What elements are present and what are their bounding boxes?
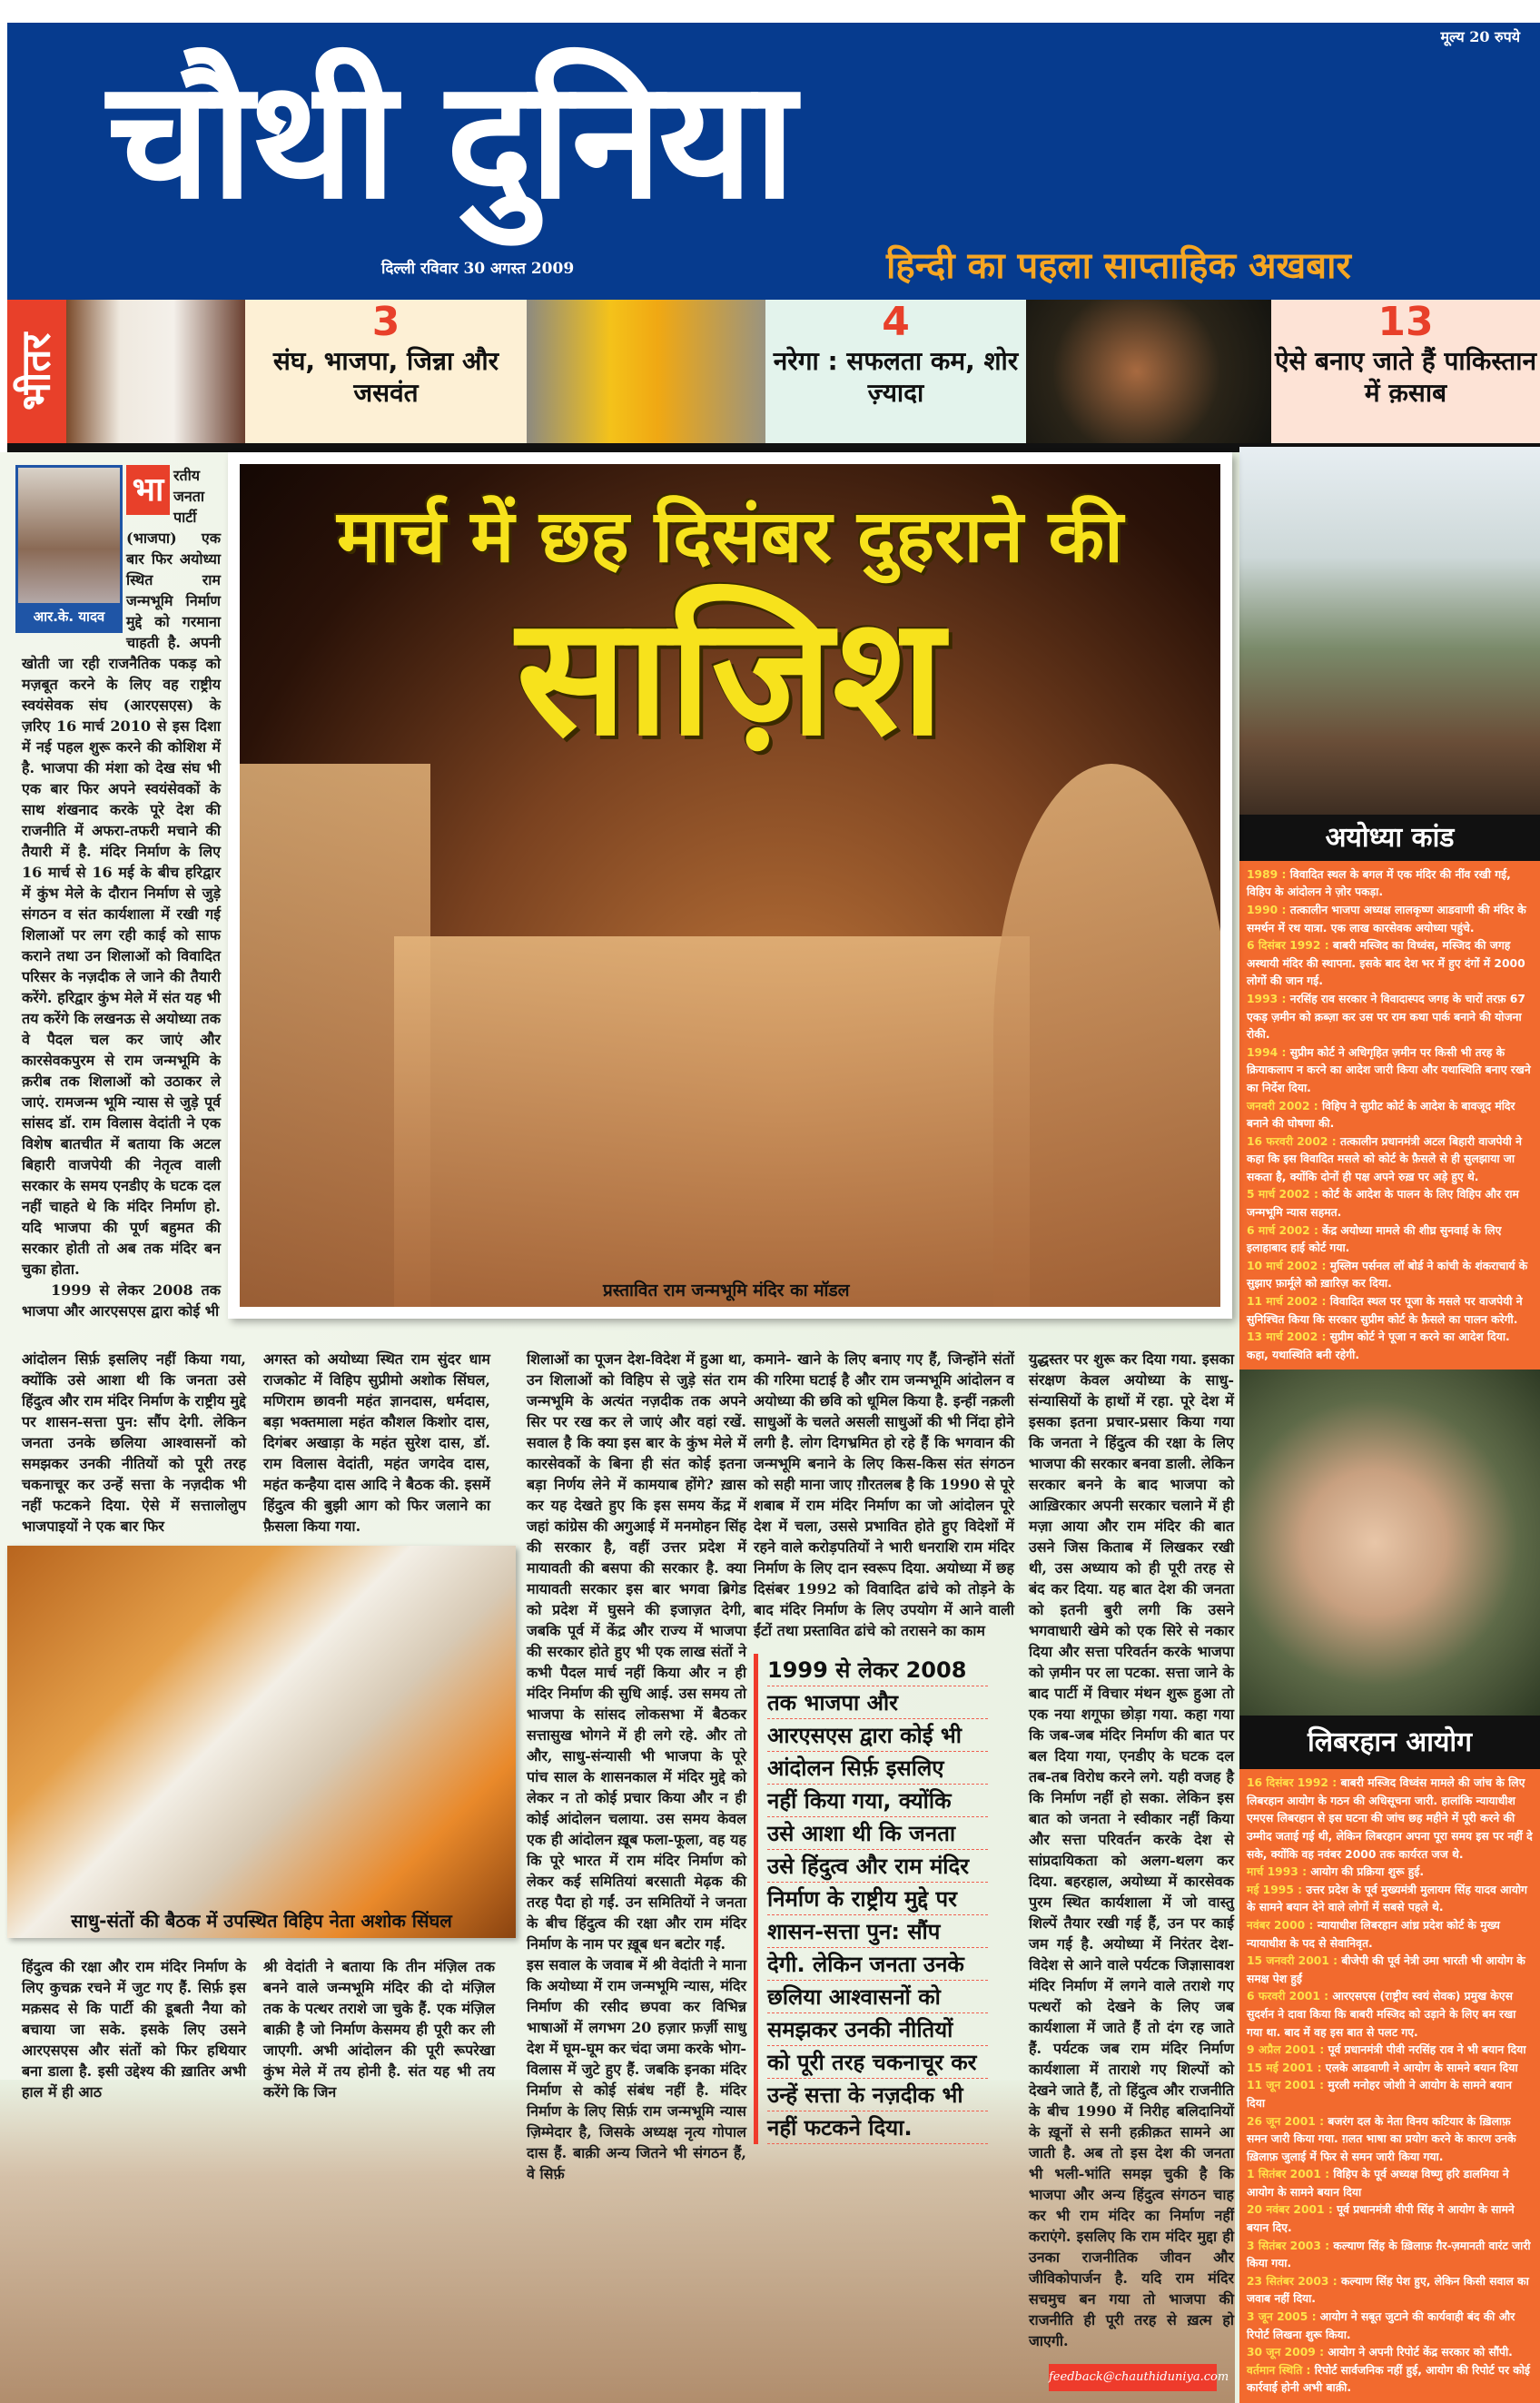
headline-line-2: साज़िश (516, 582, 944, 772)
timeline-entry (1247, 2201, 1533, 2237)
timeline-entry (1247, 1222, 1533, 1258)
pull-quote-line: को पूरी तरह चकनाचूर कर (767, 2046, 988, 2079)
timeline-entry (1247, 1098, 1533, 1133)
timeline-entry (1247, 866, 1533, 902)
timeline-text: तत्कालीन प्रधानमंत्री अटल बिहारी वाजपेयी ने कहा कि इस विवादित मसले को कोर्ट के फ़ैसले से ही सुलझाया जा सकता है, क्योंकि दोनों ही पक्ष अपने रुख़ पर अड़े हुए थे. (1247, 1134, 1522, 1183)
tagline: हिन्दी का पहला साप्ताहिक अखबार (886, 245, 1351, 287)
column-3-paragraph: शिलाओं का पूजन देश-विदेश में हुआ था, उन शिलाओं को विहिप से जुड़े संत राम जन्मभूमि के अत्यंत नज़दीक तक अपने सिर पर रख कर ले जाएं और वहां रखें. सवाल है कि क्या इस बार के कुंभ मेले में कारसेवकों के बिना ही संत कोई इतना बड़ा निर्णय लेने में कामयाब होंगे? ख़ास कर यह देखते हुए कि इस समय केंद्र में जहां कांग्रेस की अगुआई में मनमोहन सिंह की सरकार है, वहीं उत्तर प्रदेश में मायावती की बसपा की सरकार है. क्या मायावती सरकार इस बार भगवा ब्रिगेड को प्रदेश में घुसने की इजाज़त देगी, जबकि पूर्व में केंद्र और राज्य में भाजपा की सरकार होते हुए भी एक लाख संतों ने कभी पैदल मार्च नहीं किया और न ही मंदिर निर्माण की सुधि आई. उस समय तो भाजपा के सांसद लोकसभा में बैठकर सत्तासुख भोगने में ही लगे रहे. और तो और, साधु-संन्यासी भी भाजपा के पूरे पांच साल के शासनकाल में मंदिर मुद्दे को लेकर न तो कोई प्रचार किया और न ही कोई आंदोलन चलाया. उस समय केवल एक ही आंदोलन ख़ूब फला-फूला, वह यह कि पूरे भारत में राम मंदिर निर्माण को लेकर कई समितियां बरसाती मेढ़क की तरह पैदा हो गईं. उन समितियों ने जनता के बीच हिंदुत्व की रक्षा और राम मंदिर निर्माण के नाम पर ख़ूब धन बटोर गईं. (527, 1350, 746, 1953)
timeline-text: आयोग ने अपनी रिपोर्ट केंद्र सरकार को सौंपी. (1328, 2346, 1513, 2359)
page-number: 13 (1377, 299, 1434, 345)
photo-caption: साधु-संतों की बैठक में उपस्थित विहिप नेता अशोक सिंघल (71, 1910, 452, 1932)
timeline-text: विहिप ने सुप्रीट कोर्ट के आदेश के बावजूद मंदिर बनाने की घोषणा की. (1247, 1099, 1515, 1131)
column-3-paragraph: इस सवाल के जवाब में श्री वेदांती ने माना कि अयोध्या में राम जन्मभूमि न्यास, मंदिर निर्माण की रसीद छपवा कर विभिन्न भाषाओं में लगभग 20 हज़ार फ़र्ज़ी साधु देश में घूम-घूम कर चंदा जमा करके भोग-विलास में जुटे हुए हैं. जबकि इनका मंदिर निर्माण से कोई संबंध नहीं है. मंदिर निर्माण के लिए सिर्फ़ राम जन्मभूमि न्यास ज़िम्मेदार है, जिसके अध्यक्ष नृत्य गोपाल दास हैं. बाक़ी अन्य जितने भी संगठन हैं, वे सिर्फ़ (527, 1956, 747, 2182)
photo-saints-meeting (7, 1546, 516, 1938)
right-sidebar (1239, 447, 1540, 2403)
pull-quote-line: 1999 से लेकर 2008 (767, 1654, 988, 1686)
teaser-photo-leaders (66, 300, 245, 443)
temple-shape (394, 936, 1030, 1307)
pull-quote (754, 1654, 988, 2144)
timeline-text: मुरली मनोहर जोशी ने आयोग के सामने बयान दिया (1247, 2079, 1512, 2110)
photo-caption: प्रस्तावित राम जन्मभूमि मंदिर का मॉडल (603, 1281, 850, 1300)
pull-quote-line: उसे आशा थी कि जनता (767, 1817, 988, 1850)
liberhan-timeline (1239, 1769, 1540, 2403)
teaser-page-13[interactable] (1271, 300, 1540, 443)
feedback-email[interactable]: feedback@chauthiduniya.com (1049, 2364, 1217, 2391)
bottom-column-1: हिंदुत्व की रक्षा और राम मंदिर निर्माण के लिए कुचक्र रचने में जुट गए हैं. सिर्फ़ इस मक़सद से कि पार्टी की डूबती नैया को बचाया जा सके. इसके लिए उसने आरएसएस और संतों को फिर हथियार बना डाला है. इसी उद्देश्य की ख़ातिर अभी हाल में ही आठ (22, 1958, 246, 2101)
timeline-text: कोर्ट के आदेश के पालन के लिए विहिप और राम जन्मभूमि न्यास सहमत. (1247, 1188, 1519, 1220)
lead-column (22, 465, 228, 1321)
pull-quote-line: तक भाजपा और (767, 1686, 988, 1719)
price: मूल्य 20 रुपये (1440, 28, 1520, 45)
inside-teaser-strip (7, 300, 1540, 443)
sidebar-heading-liberhan: लिबरहान आयोग (1239, 1716, 1540, 1769)
timeline-date: 11 जून 2001 : (1247, 2079, 1325, 2092)
timeline-date: 1989 : (1247, 867, 1287, 881)
timeline-entry (1247, 2362, 1533, 2398)
author-name: आर.के. यादव (18, 603, 120, 630)
teaser-headline: नरेगा : सफलता कम, शोर ज़्यादा (773, 346, 1019, 408)
timeline-entry (1247, 1186, 1533, 1221)
timeline-text: बीजेपी की पूर्व नेत्री उमा भारती भी आयोग के समक्ष पेश हुईं (1247, 1954, 1525, 1985)
timeline-date: नवंबर 2000 : (1247, 1918, 1314, 1932)
column-2: अगस्त को अयोध्या स्थित राम सुंदर धाम राजकोट में विहिप सुप्रीमो अशोक सिंघल, मणिराम छावनी महंत ज्ञानदास, धर्मदास, बड़ा भक्तमाला महंत कौशल किशोर दास, दिगंबर अखाड़ा के महंत सुरेश दास, डॉ. राम विलास वेदांती, महंत जगदेव दास, महंत कन्हैया दास आदि ने बैठक की. इसमें हिंदुत्व की बुझी आग को फिर जलाने का फ़ैसला किया गया. (263, 1350, 490, 1535)
timeline-entry (1247, 1775, 1533, 1864)
timeline-date: 9 अप्रैल 2001 : (1247, 2043, 1325, 2057)
timeline-date: मार्च 1993 : (1247, 1865, 1308, 1879)
ayodhya-timeline (1239, 861, 1540, 1370)
pull-quote-line: आरएसएस द्वारा कोई भी (767, 1719, 988, 1752)
teaser-photo-kasab (1026, 300, 1271, 443)
timeline-text: केंद्र अयोध्या मामले की शीघ्र सुनवाई के लिए इलाहाबाद हाई कोर्ट गया. (1247, 1223, 1502, 1255)
teaser-page-3[interactable] (245, 300, 527, 443)
photo-advani (1239, 1370, 1540, 1716)
timeline-date: 1993 : (1247, 992, 1287, 1005)
inside-label: भीतर (7, 300, 66, 443)
timeline-entry (1247, 2238, 1533, 2273)
pull-quote-line: देगी. लेकिन जनता उनके (767, 1948, 988, 1981)
timeline-text: रिपोर्ट सार्वजनिक नहीं हुई, आयोग की रिपोर्ट पर कोई कार्रवाई होनी अभी बाक़ी. (1247, 2363, 1530, 2395)
timeline-entry (1247, 1258, 1533, 1293)
timeline-text: एलके आडवाणी ने आयोग के सामने बयान दिया (1325, 2061, 1518, 2074)
timeline-date: 15 मई 2001 : (1247, 2061, 1322, 2074)
timeline-text: मुस्लिम पर्सनल लॉ बोर्ड ने कांची के शंकराचार्य के सुझाए फ़ार्मूले को ख़ारिज़ कर दिया. (1247, 1259, 1528, 1290)
masthead (7, 23, 1540, 300)
timeline-date: 16 फरवरी 2002 : (1247, 1134, 1337, 1148)
timeline-date: 11 मार्च 2002 : (1247, 1295, 1327, 1309)
headline-line-1: मार्च में छह दिसंबर दुहराने की (337, 494, 1123, 578)
timeline-entry (1247, 991, 1533, 1044)
timeline-date: 10 मार्च 2002 : (1247, 1259, 1327, 1272)
pull-quote-line: उसे हिंदुत्व और राम मंदिर (767, 1850, 988, 1883)
timeline-text: विहिप के पूर्व अध्यक्ष विष्णु हरि डालमिया ने आयोग के सामने बयान दिया (1247, 2168, 1509, 2199)
timeline-date: 6 फरवरी 2001 : (1247, 1990, 1329, 2003)
timeline-text: विवादित स्थल पर पूजा के मसले पर वाजपेयी ने सुनिश्चित किया कि सरकार सुप्रीम कोर्ट के फ़ैसले का पालन करेगी. (1247, 1295, 1523, 1326)
timeline-text: तत्कालीन भाजपा अध्यक्ष लालकृष्ण आडवाणी की मंदिर के समर्थन में रथ यात्रा. एक लाख कारसेवक अयोध्या पहुंचे. (1247, 903, 1526, 934)
timeline-entry (1247, 2113, 1533, 2167)
pull-quote-line: छलिया आश्वासनों को (767, 1981, 988, 2013)
timeline-entry (1247, 937, 1533, 991)
pull-quote-line: निर्माण के राष्ट्रीय मुद्दे पर (767, 1883, 988, 1915)
newspaper-logo: चौथी दुनिया (107, 45, 793, 235)
story-content (0, 452, 1239, 2391)
pull-quote-line: समझकर उनकी नीतियों (767, 2013, 988, 2046)
pull-quote-line: उन्हें सत्ता के नज़दीक भी (767, 2079, 988, 2111)
column-3 (527, 1349, 746, 2184)
column-4: कमाने- खाने के लिए बनाए गए हैं, जिन्होंने संतों की गरिमा घटाई है और राम जन्मभूमि आंदोलन व अयोध्या की छवि को धूमिल किया है. इन्हीं नक़ली साधुओं के चलते असली साधुओं की भी निंदा होने लगी है. लोग दिगभ्रमित हो रहे हैं कि भगवान की जन्मभूमि बनाने के लिए किस-किस संत संगठन को सही माना जाए ग़ौरतलब है कि 1990 से पूरे शबाब में राम मंदिर निर्माण का जो आंदोलन पूरे देश में चला, उससे प्रभावित होते हुए विदेशों में रहने वाले करोड़पतियों ने भारी धनराशि राम मंदिर निर्माण के लिए दान स्वरूप दिया. अयोध्या में छह दिसंबर 1992 को विवादित ढांचे को तोड़ने के बाद मंदिर निर्माण के लिए उपयोग में आने वाली ईंटों तथा प्रस्तावित ढांचे को तरासने का काम (754, 1350, 1014, 1639)
timeline-text: कल्याण सिंह पेश हुए, लेकिन किसी सवाल का जवाब नहीं दिया. (1247, 2274, 1529, 2306)
timeline-entry (1247, 1953, 1533, 1988)
timeline-text: सुप्रीम कोर्ट ने पूजा न करने का आदेश दिया. कहा, यथास्थिति बनी रहेगी. (1247, 1330, 1510, 1361)
timeline-date: 16 दिसंबर 1992 : (1247, 1776, 1338, 1790)
timeline-entry (1247, 2344, 1533, 2362)
column-1: आंदोलन सिर्फ़ इसलिए नहीं किया गया, क्योंकि उसे आशा थी कि जनता उसे हिंदुत्व और राम मंदिर निर्माण के राष्ट्रीय मुद्दे पर शासन-सत्ता पुन: सौंप देगी. लेकिन जनता उनके छलिया आश्वासनों को समझकर उनकी नीतियों को पूरी तरह चकनाचूर कर उन्हें सत्ता के नज़दीक भी नहीं फटकने दिया. ऐसे में सत्तालोलुप भाजपाइयों ने एक बार फिर (22, 1350, 246, 1535)
drop-cap: भा (126, 465, 170, 515)
timeline-text: आयोग की प्रक्रिया शुरू हुई. (1310, 1865, 1425, 1879)
timeline-date: 6 मार्च 2002 : (1247, 1223, 1318, 1237)
timeline-entry (1247, 1133, 1533, 1187)
sidebar-heading-ayodhya: अयोध्या कांड (1239, 815, 1540, 861)
teaser-page-4[interactable] (765, 300, 1026, 443)
timeline-text: बाबरी मस्जिद का विध्वंस, मस्जिद की जगह अस्थायी मंदिर की स्थापना. इसके बाद देश भर में हुए दंगों में 2000 लोगों की जान गई. (1247, 939, 1525, 988)
timeline-date: 15 जनवरी 2001 : (1247, 1954, 1338, 1968)
timeline-text: आयोग ने सबूत जुटाने की कार्यवाही बंद की और रिपोर्ट लिखना शुरू किया. (1247, 2310, 1515, 2341)
temple-shape (993, 764, 1220, 1307)
teaser-headline: ऐसे बनाए जाते हैं पाकिस्तान में क़साब (1274, 346, 1537, 408)
timeline-date: 13 मार्च 2002 : (1247, 1330, 1327, 1344)
bottom-column-2: श्री वेदांती ने बताया कि तीन मंज़िल तक बनने वाले जन्मभूमि मंदिर की दो मंज़िल तक के पत्थर तराशे जा चुके हैं. एक मंज़िल बाक़ी है जो निर्माण केसमय ही पूरी कर ली जाएगी. अभी आंदोलन की पूरी रूपरेखा कुंभ मेले में तय होनी है. संत यह भी तय करेंगे कि जिन (263, 1958, 495, 2101)
timeline-date: 20 नवंबर 2001 : (1247, 2203, 1333, 2217)
timeline-date: 3 सितंबर 2003 : (1247, 2239, 1330, 2252)
lead-paragraph-2: 1999 से लेकर 2008 तक भाजपा और आरएसएस द्वारा कोई भी (22, 1281, 221, 1320)
timeline-date: 26 जून 2001 : (1247, 2114, 1325, 2128)
timeline-text: बाबरी मस्जिद विध्वंस मामले की जांच के लिए लिबरहान आयोग के गठन की अधिसूचना जारी. हालांकि न्यायाधीश एमएस लिबरहान से इस घटना की जांच छह महीने में पूरी करने की उम्मीद जताई गई थी, लेकिन लिबरहान अपना पूरा समय इस पर नहीं दे सके, क्योंकि वह नवंबर 2000 तक कार्यरत जज थे. (1247, 1776, 1533, 1861)
timeline-date: वर्तमान स्थिति : (1247, 2363, 1311, 2377)
teaser-headline: संघ, भाजपा, जिन्ना और जसवंत (272, 346, 499, 408)
pull-quote-line: नहीं फटकने दिया. (767, 2111, 988, 2144)
photo-babri-demolition (1239, 447, 1540, 815)
timeline-entry (1247, 902, 1533, 937)
pull-quote-line: आंदोलन सिर्फ़ इसलिए (767, 1752, 988, 1785)
pull-quote-line: नहीं किया गया, क्योंकि (767, 1785, 988, 1817)
timeline-text: आरएसएस (राष्ट्रीय स्वयं सेवक) प्रमुख केएस सुदर्शन ने दावा किया कि बाबरी मस्जिद को उड़ाने के लिए बम रखा गया था. बाद में वह इस बात से पलट गए. (1247, 1990, 1516, 2039)
teaser-photo-woman (527, 300, 765, 443)
timeline-date: 3 जून 2005 : (1247, 2310, 1317, 2324)
timeline-date: जनवरी 2002 : (1247, 1099, 1318, 1112)
timeline-entry (1247, 1293, 1533, 1329)
dateline: दिल्ली रविवार 30 अगस्त 2009 (381, 260, 575, 278)
timeline-entry (1247, 2077, 1533, 2112)
timeline-text: न्यायाधीश लिबरहान आंध्र प्रदेश कोर्ट के मुख्य न्यायाधीश के पद से सेवानिवृत. (1247, 1918, 1500, 1950)
timeline-entry (1247, 2166, 1533, 2201)
timeline-text: नरसिंह राव सरकार ने विवादास्पद जगह के चारों तरफ़ 67 एकड़ ज़मीन को क़ब्ज़ा कर उस पर राम कथा पार्क बनाने की योजना रोकी. (1247, 992, 1525, 1042)
timeline-entry (1247, 1329, 1533, 1364)
timeline-text: बजरंग दल के नेता विनय कटियार के ख़िलाफ़ समन जारी किया गया. ग़लत भाषा का प्रयोग करने के कारण उनके ख़िलाफ़ जुलाई में फिर से समन जारी किया गया. (1247, 2114, 1516, 2163)
pull-quote-line: शासन-सत्ता पुन: सौंप (767, 1915, 988, 1948)
timeline-entry (1247, 2060, 1533, 2078)
column-5: युद्धस्तर पर शुरू कर दिया गया. इसका संरक्षण केवल अयोध्या के साधु-संन्यासियों के हाथों में रहा. पूरे देश में इसका इतना प्रचार-प्रसार किया गया कि जनता ने हिंदुत्व की रक्षा के लिए भाजपा की सरकार बनवा डाली. लेकिन सरकार बनने के बाद भाजपा को आख़िरकार अपनी सरकार चलाने में ही मज़ा आया और राम मंदिर की बात उसने जिस किताब में लिखकर रखी थी, उस अध्याय को ही पूरी तरह से बंद कर दिया. यह बात देश की जनता को इतनी बुरी लगी कि उसने भगवाधारी खेमे को एक सिरे से नकार दिया और सत्ता परिवर्तन करके भाजपा को ज़मीन पर ला पटका. सत्ता जाने के बाद पार्टी में विचार मंथन शुरू हुआ तो एक नया शगूफा छोड़ा गया. कहा गया कि जब-जब मंदिर निर्माण की बात पर बल दिया गया, एनडीए के घटक दल तब-तब विरोध करने लगे. यही वजह है कि निर्माण नहीं हो सका. लेकिन इस बात को जनता ने स्वीकार नहीं किया और सत्ता परिवर्तन करके देश से सांप्रदायिकता को अलग-थलग कर दिया. बहरहाल, अयोध्या में कारसेवक पुरम स्थित कार्यशाला में जो वास्तु शिल्पें तैयार रखी गई हैं, उन पर काई जम गई है. अयोध्या में निरंतर देश-विदेश से आने वाले पर्यटक जिज्ञासावश मंदिर निर्माण में लगने वाले तराशे गए पत्थरों को देखने के लिए जब कार्यशाला में जाते हैं तो दंग रह जाते हैं. पर्यटक जब राम मंदिर निर्माण कार्यशाला में ताराशे गए शिल्पों को देखने जाते हैं, तो हिंदुत्व और राजनीति के बीच 1990 में निरीह बलिदानियों के ख़ूनों से सनी हक़ीक़त सामने आ जाती है. अब तो इस देश की जनता भी भली-भांति समझ चुकी है कि भाजपा और अन्य हिंदुत्व संगठन चाह कर भी राम मंदिर का निर्माण नहीं कराएंगे. इसलिए कि राम मंदिर मुद्दा ही उनका राजनीतिक जीवन और जीविकोपार्जन है. यदि राम मंदिर सचमुच बन गया तो भाजपा की राजनीति ही पूरी तरह से ख़त्म हो जाएगी. (1029, 1350, 1234, 2349)
timeline-text: विवादित स्थल के बगल में एक मंदिर की नींव रखी गई, विहिप के आंदोलन ने ज़ोर पकड़ा. (1247, 867, 1511, 899)
author-photo (15, 465, 123, 633)
timeline-text: कल्याण सिंह के ख़िलाफ़ ग़ैर-ज़मानती वारंट जारी किया गया. (1247, 2239, 1531, 2270)
timeline-entry (1247, 1044, 1533, 1098)
timeline-text: पूर्व प्रधानमंत्री पीवी नरसिंह राव ने भी बयान दिया (1328, 2043, 1526, 2057)
page-number: 4 (882, 299, 910, 345)
timeline-date: मई 1995 : (1247, 1883, 1303, 1896)
timeline-entry (1247, 1917, 1533, 1953)
timeline-date: 1994 : (1247, 1045, 1287, 1059)
timeline-entry (1247, 2309, 1533, 2344)
timeline-date: 5 मार्च 2002 : (1247, 1188, 1318, 1202)
timeline-text: सुप्रीम कोर्ट ने अधिगृहित ज़मीन पर किसी भी तरह के क्रियाकलाप न करने का आदेश जारी किया और यथास्थिति बनाए रखने का निर्देश दिया. (1247, 1045, 1531, 1094)
timeline-date: 1990 : (1247, 903, 1287, 916)
timeline-entry (1247, 2042, 1533, 2060)
lead-text: रतीय जनता पार्टी (भाजपा) एक बार फिर अयोध्या स्थित राम जन्मभूमि निर्माण मुद्दे को गरमाना चाहती है. अपनी खोती जा रही राजनैतिक पकड़ को मज़बूत करने के लिए वह राष्ट्रीय स्वयंसेवक संघ (आरएसएस) के ज़रिए 16 मार्च 2010 से इस दिशा में नई पहल शुरू करने की कोशिश में है. भाजपा की मंशा को देख संघ भी एक बार फिर अपने स्वयंसेवकों के साथ शंखनाद करके पूरे देश की राजनीति में अफरा-तफरी मचाने की तैयारी में है. मंदिर निर्माण के लिए 16 मार्च से 16 मई के बीच हरिद्वार में कुंभ मेले के दौरान निर्माण से जुड़े संगठन व संत कार्यशाला में रखी गई शिलाओं पर लग रही काई को साफ कराने तथा उन शिलाओं को विवादित परिसर के नज़दीक ले जाने की तैयारी करेंगे. हरिद्वार कुंभ मेले में संत यह भी तय करेंगे कि लखनऊ से अयोध्या तक वे पैदल चल कर जाएं और कारसेवकपुरम से राम जन्मभूमि के क़रीब तक शिलाओं को उठाकर ले जाएं. रामजन्म भूमि न्यास से जुड़े पूर्व सांसद डॉ. राम विलास वेदांती ने एक विशेष बातचीत में बताया कि अटल बिहारी वाजपेयी की नेतृत्व वाली सरकार के समय एनडीए के घटक दल नहीं चाहते थे कि मंदिर निर्माण हो. यदि भाजपा की पूर्ण बहुमत की सरकार होती तो अब तक मंदिर बन चुका होता. (22, 467, 221, 1278)
timeline-entry (1247, 2273, 1533, 2309)
timeline-date: 30 जून 2009 : (1247, 2346, 1325, 2359)
timeline-text: उत्तर प्रदेश के पूर्व मुख्यमंत्री मुलायम सिंह यादव आयोग के सामने बयान देने वाले लोगों में सबसे पहले थे. (1247, 1883, 1527, 1914)
timeline-date: 23 सितंबर 2003 : (1247, 2274, 1338, 2288)
page-number: 3 (371, 299, 400, 345)
timeline-entry (1247, 1988, 1533, 2042)
main-photo-temple-model (228, 452, 1232, 1319)
timeline-text: पूर्व प्रधानमंत्री वीपी सिंह ने आयोग के सामने बयान दिए. (1247, 2203, 1515, 2235)
timeline-date: 6 दिसंबर 1992 : (1247, 939, 1329, 953)
timeline-date: 1 सितंबर 2001 : (1247, 2168, 1330, 2181)
timeline-entry (1247, 1882, 1533, 1917)
timeline-entry (1247, 1864, 1533, 1882)
